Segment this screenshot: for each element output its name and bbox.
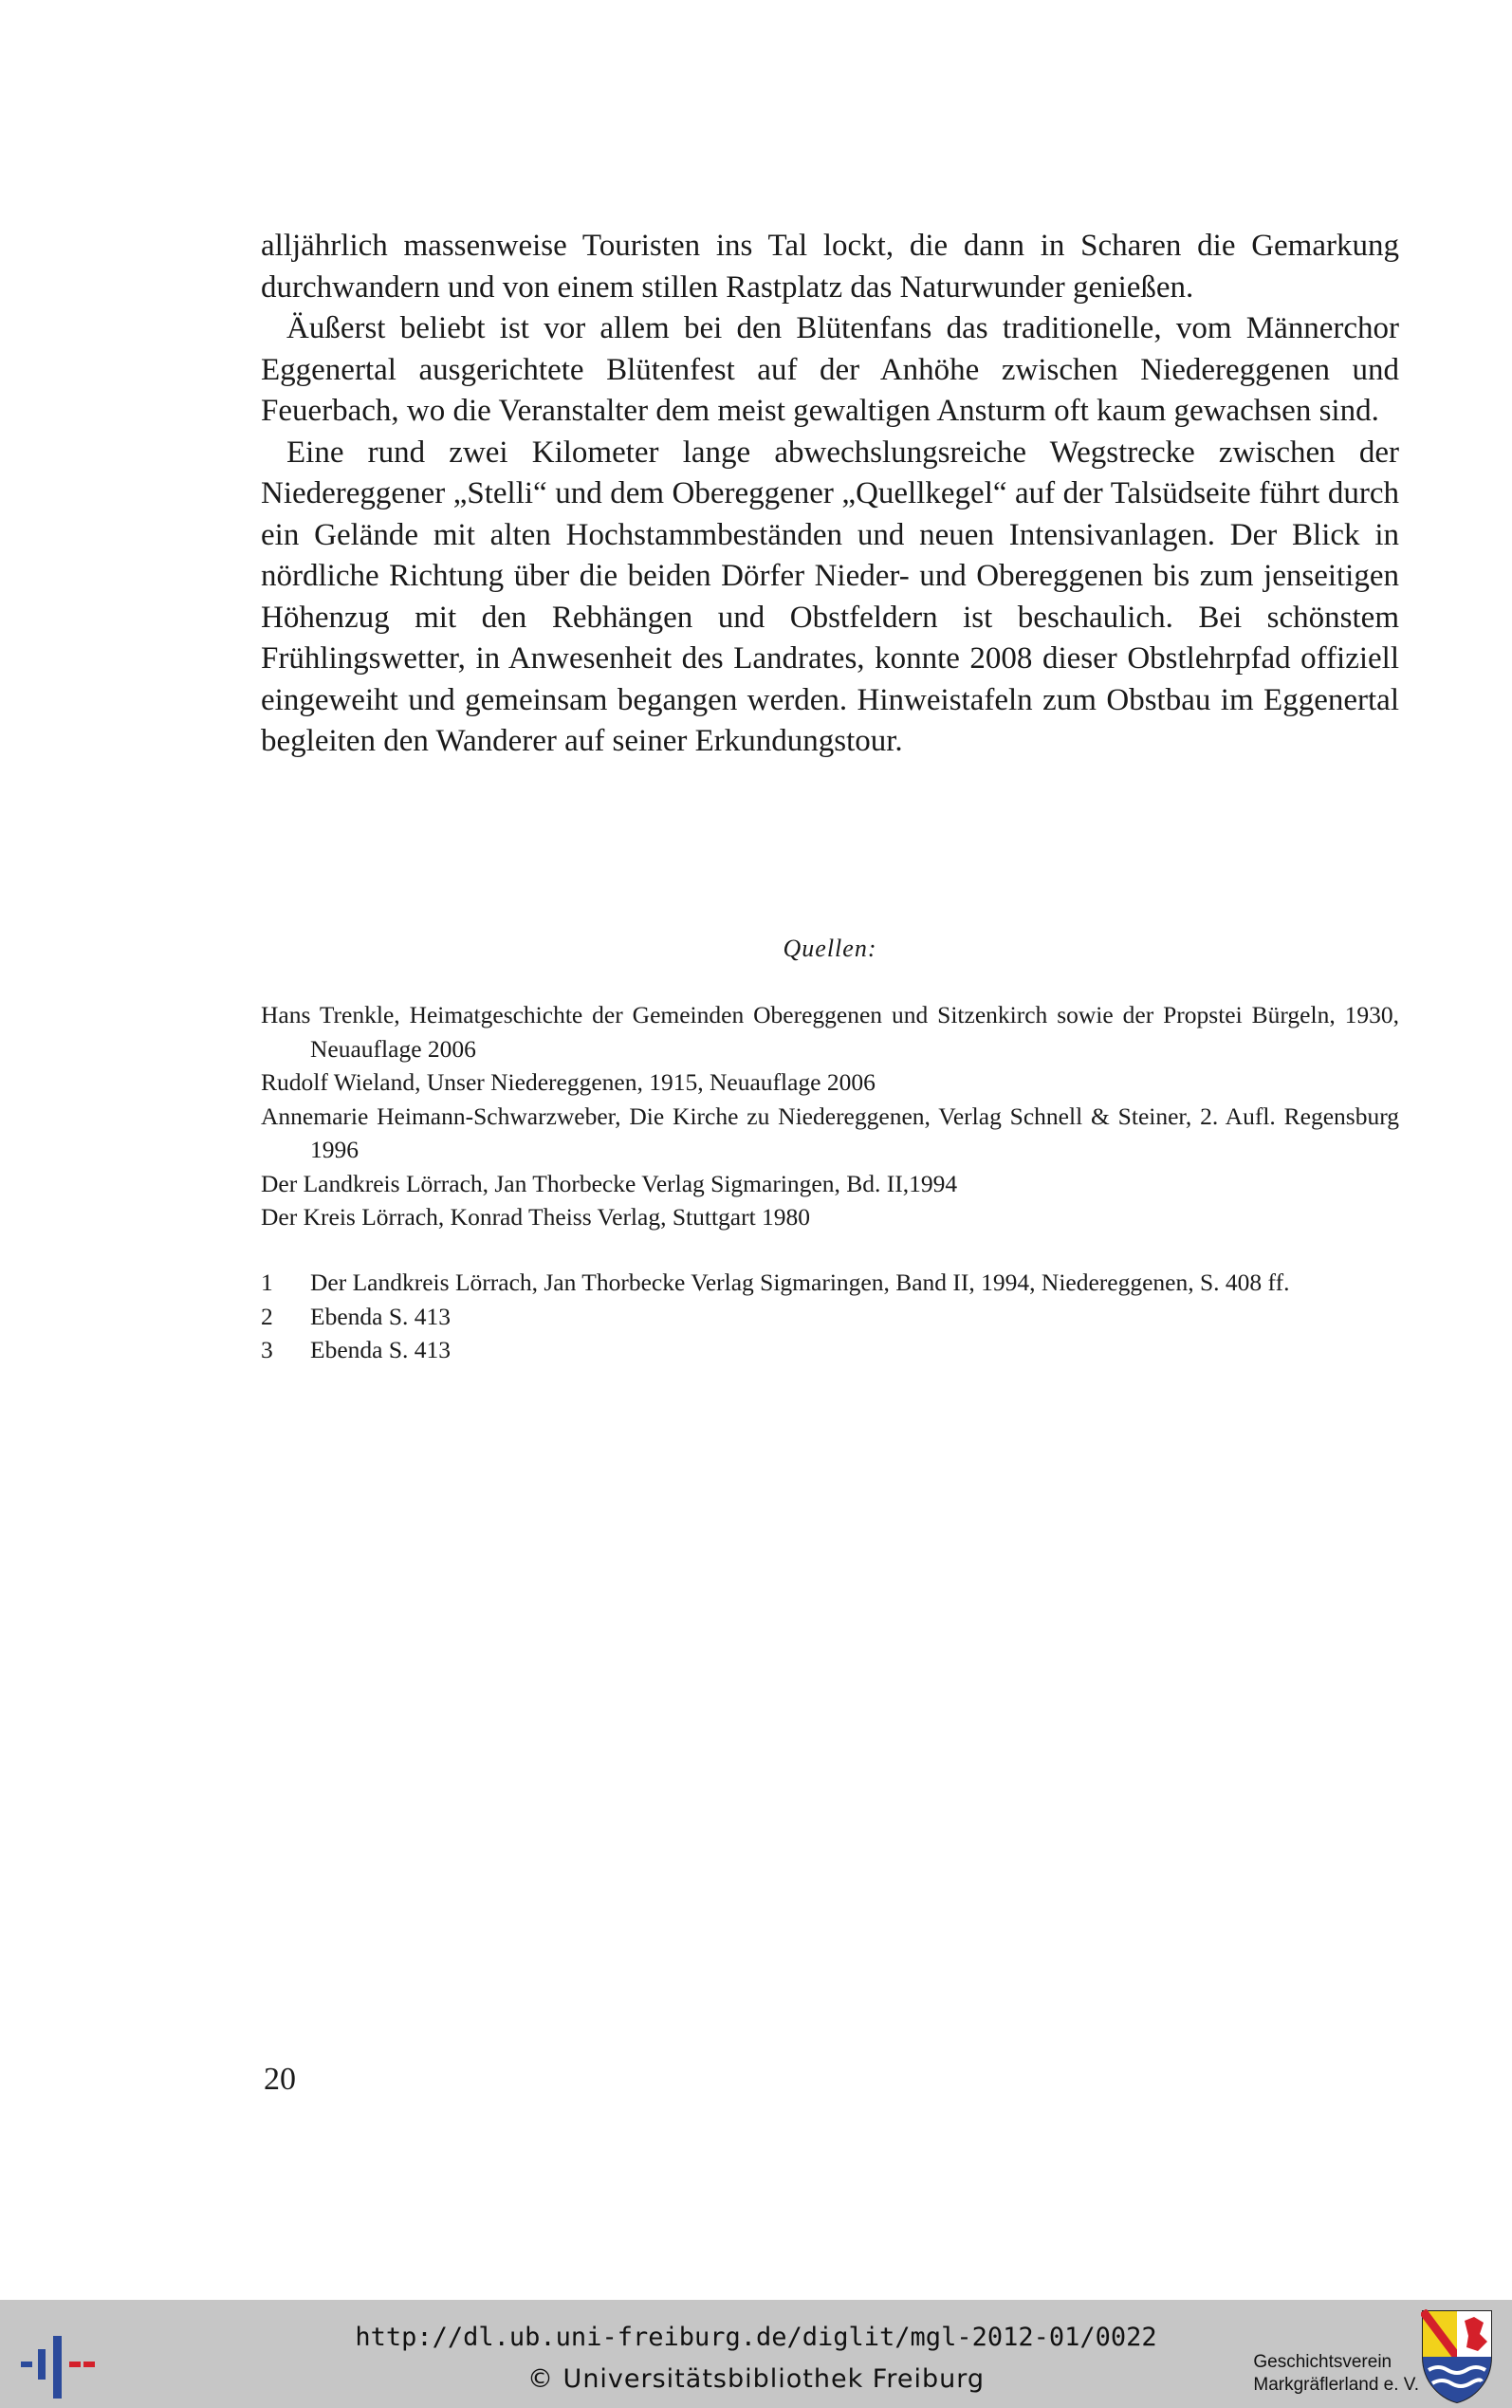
sources-heading: Quellen:	[783, 935, 877, 962]
markgraeflerland-crest-icon[interactable]	[1421, 2309, 1493, 2404]
source-entry: Rudolf Wieland, Unser Niedereggenen, 1915, Neuauflage 2006	[261, 1068, 876, 1096]
footnote-number: 2	[261, 1302, 273, 1330]
footnotes-list	[261, 1266, 1399, 1367]
body-paragraph: Eine rund zwei Kilometer lange abwechslungsreiche Wegstrecke zwischen der Niedereggener „Stelli“ und dem Obereggener „Quellkegel“ auf der Talsüdseite führt durch ein Gelände mit alten Hochstammbeständen und neuen Intensivanlagen. Der Blick in nördliche Richtung über die beiden Dörfer Nieder- und Obereggenen bis zum jenseitigen Höhenzug mit den Rebhängen und Obstfeldern ist beschaulich. Bei schönstem Frühlingswetter, in Anwesenheit des Landrates, konnte 2008 dieser Obstlehrpfad offiziell eingeweiht und gemeinsam begangen werden. Hinweistafeln zum Obstbau im Eggenertal begleiten den Wanderer auf seiner Erkundungstour.	[261, 435, 1399, 758]
source-entry: Hans Trenkle, Heimatgeschichte der Gemeinden Obereggenen und Sitzenkirch sowie der Propstei Bürgeln, 1930, Neuauflage 2006	[261, 1001, 1399, 1063]
footer-copyright: © Universitätsbibliothek Freiburg	[526, 2364, 986, 2394]
society-name	[1253, 2351, 1419, 2397]
footer-bar	[0, 2300, 1512, 2408]
footnote-text: Der Landkreis Lörrach, Jan Thorbecke Verlag Sigmaringen, Band II, 1994, Niedereggenen, S. 408 ff.	[310, 1269, 1290, 1296]
body-paragraph: Äußerst beliebt ist vor allem bei den Blütenfans das traditionelle, vom Männerchor Eggenertal ausgerichtete Blütenfest auf der Anhöhe zwischen Niedereggenen und Feuerbach, wo die Veranstalter dem meist gewaltigen Ansturm oft kaum gewachsen sind.	[261, 311, 1399, 428]
page-number: 20	[264, 2062, 296, 2097]
society-line: Geschichtsverein	[1253, 2352, 1392, 2372]
permalink[interactable]: http://dl.ub.uni-freiburg.de/diglit/mgl-2012-01/0022	[355, 2323, 1157, 2352]
footnote	[261, 1333, 1399, 1367]
footnote-number: 3	[261, 1336, 273, 1363]
footer-url	[0, 2321, 1512, 2355]
source-entry: Der Landkreis Lörrach, Jan Thorbecke Verlag Sigmaringen, Bd. II,1994	[261, 1169, 958, 1197]
footnote	[261, 1266, 1399, 1300]
source-entry: Der Kreis Lörrach, Konrad Theiss Verlag, Stuttgart 1980	[261, 1203, 811, 1231]
body-text	[261, 226, 1399, 763]
footnote	[261, 1300, 1399, 1334]
sources-list	[261, 998, 1399, 1234]
footnote-text: Ebenda S. 413	[310, 1336, 452, 1363]
footnote-text: Ebenda S. 413	[310, 1302, 452, 1330]
footnote-number: 1	[261, 1269, 273, 1296]
society-line: Markgräflerland e. V.	[1253, 2375, 1419, 2395]
source-entry: Annemarie Heimann-Schwarzweber, Die Kirche zu Niedereggenen, Verlag Schnell & Steiner, 2. Aufl. Regensburg 1996	[261, 1102, 1399, 1163]
body-paragraph: alljährlich massenweise Touristen ins Tal lockt, die dann in Scharen die Gemarkung durchwandern und von einem stillen Rastplatz das Naturwunder genießen.	[261, 229, 1399, 305]
